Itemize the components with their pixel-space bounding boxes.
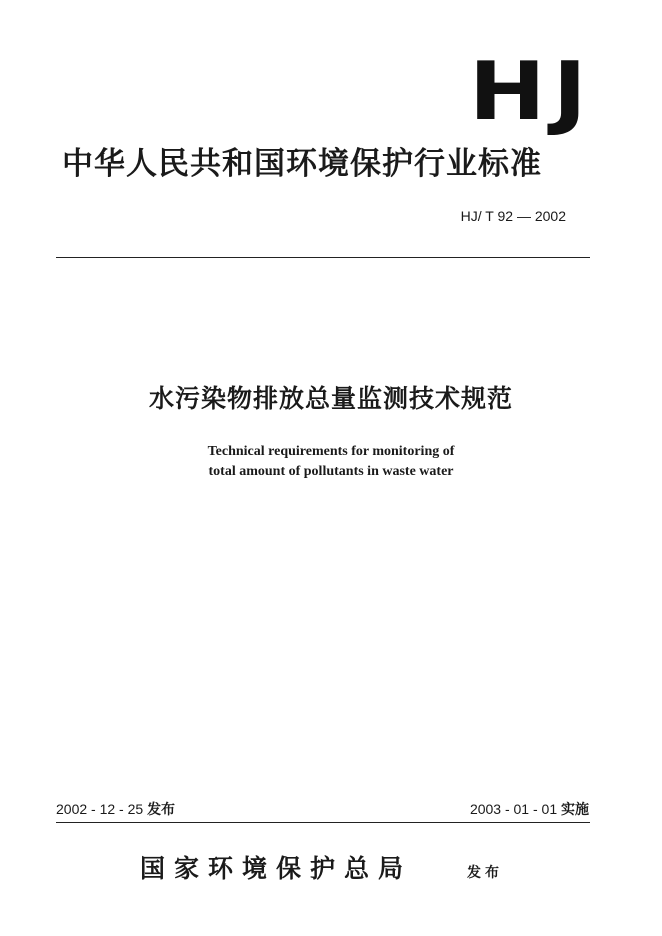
issue-date-block xyxy=(56,800,175,819)
document-title-english xyxy=(0,442,662,482)
english-title-line-2: total amount of pollutants in waste water xyxy=(208,464,454,479)
effective-label: 实施 xyxy=(561,802,589,818)
issuing-authority: 国家环境保护总局 xyxy=(140,854,413,883)
effective-date-block xyxy=(470,800,589,819)
issue-date: 2002 - 12 - 25 xyxy=(56,801,144,817)
issue-label: 发布 xyxy=(147,802,176,818)
english-title-line-1: Technical requirements for monitoring of xyxy=(207,444,455,459)
standard-code: HJ/ T 92 — 2002 xyxy=(460,208,566,224)
header-divider xyxy=(56,257,590,258)
issuer-action-label: 发布 xyxy=(467,865,503,881)
effective-date: 2003 - 01 - 01 xyxy=(469,801,558,817)
standard-organization-title: 中华人民共和国环境保护行业标准 xyxy=(62,146,542,182)
footer-divider xyxy=(56,822,590,823)
hj-logo: HJ xyxy=(468,45,594,138)
document-title-chinese: 水污染物排放总量监测技术规范 xyxy=(148,384,513,413)
